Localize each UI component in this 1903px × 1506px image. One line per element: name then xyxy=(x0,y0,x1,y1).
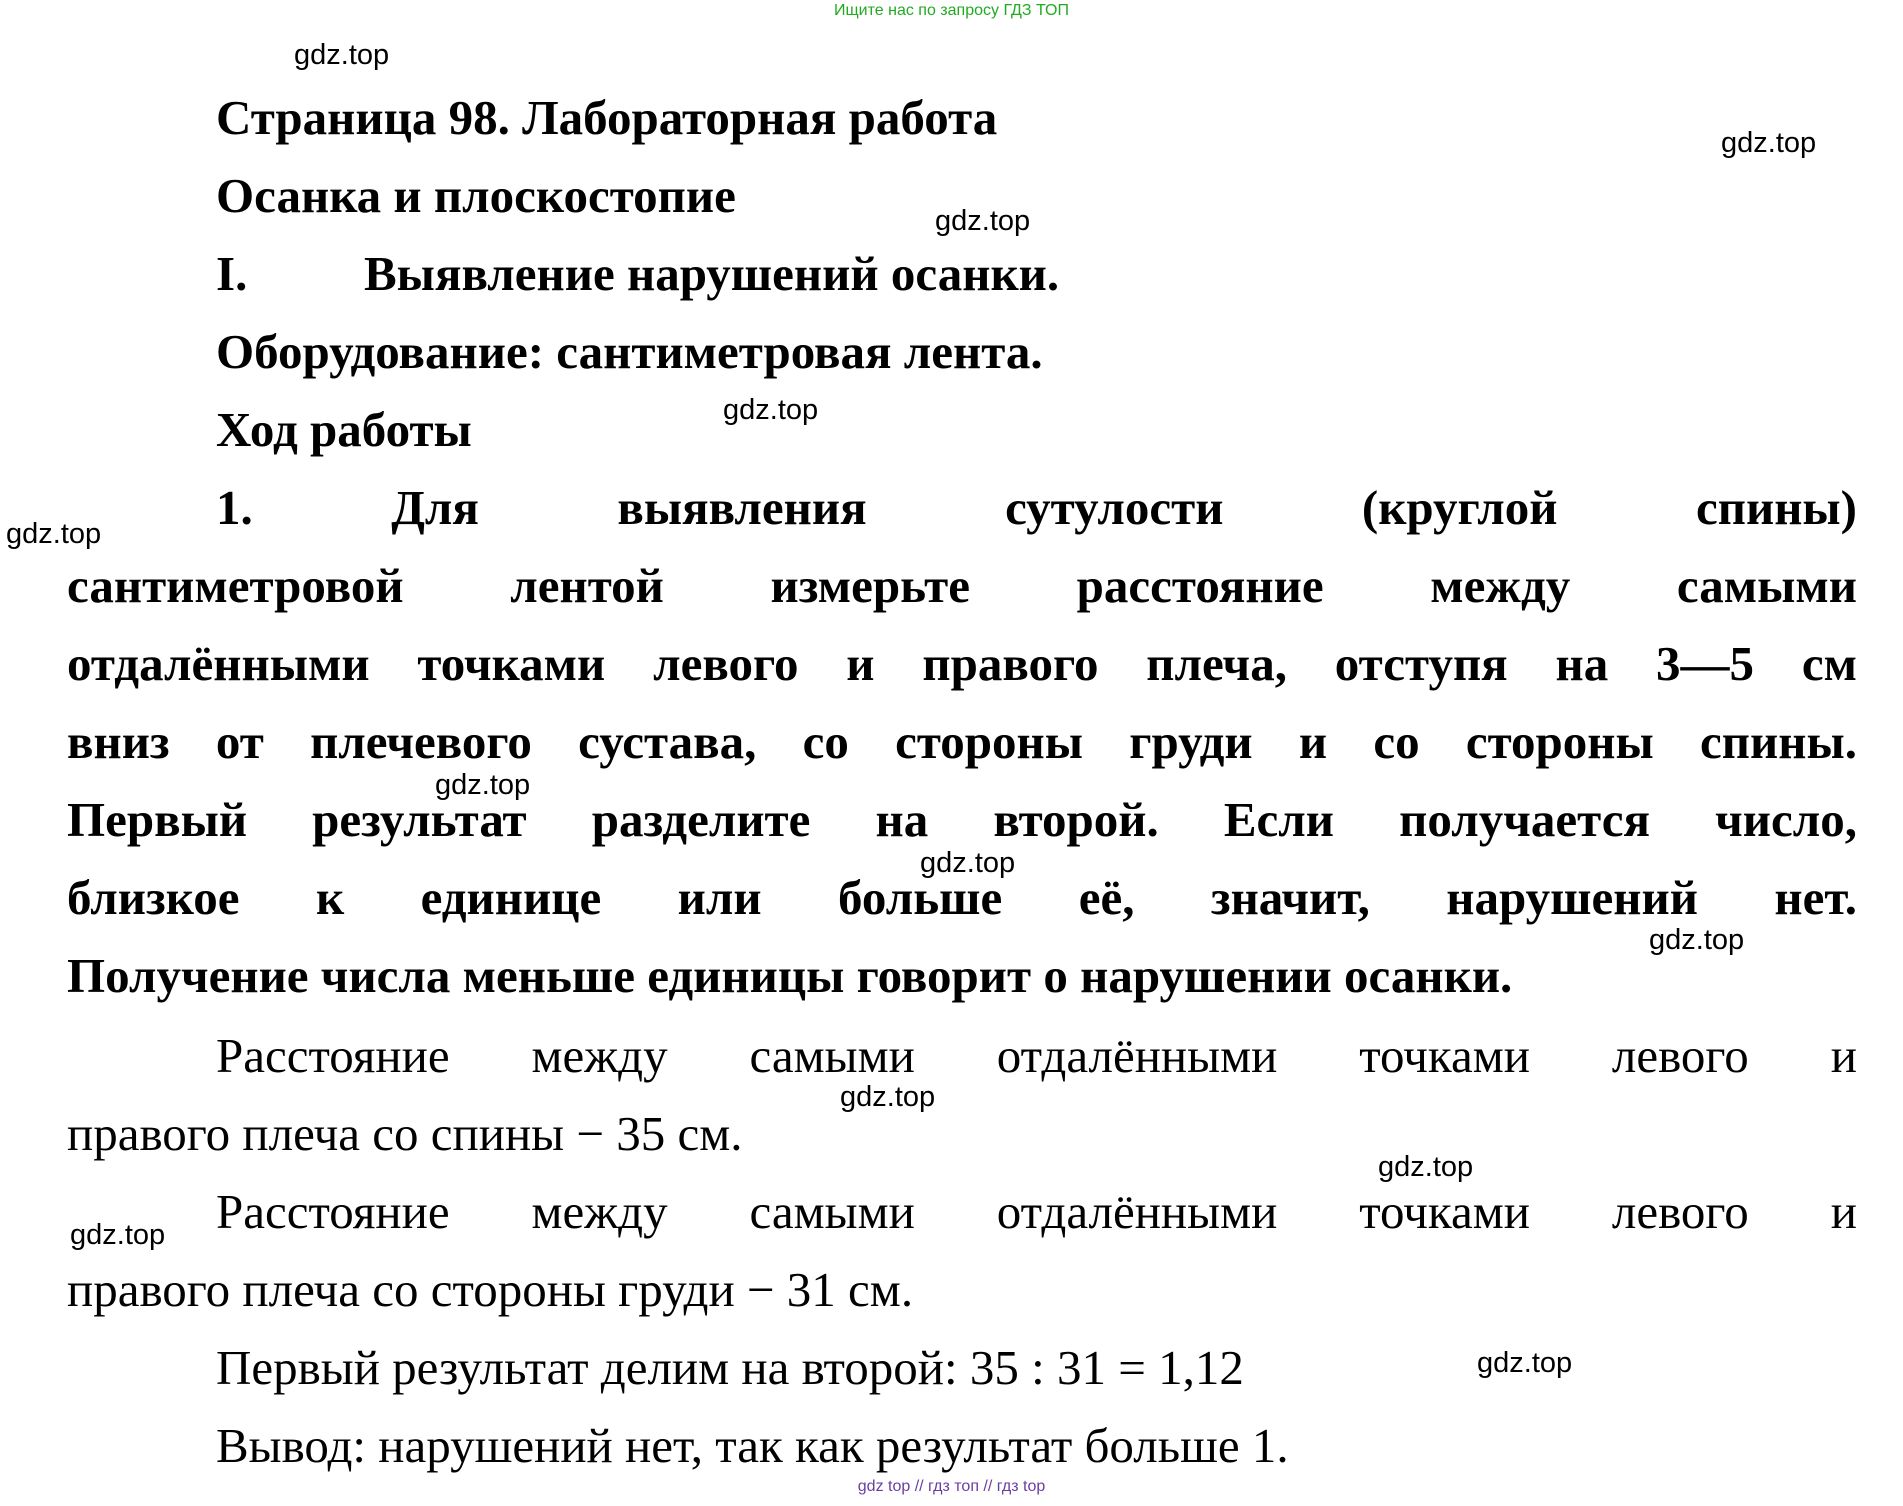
watermark: gdz.top xyxy=(1378,1151,1474,1183)
watermark: gdz.top xyxy=(935,205,1031,237)
watermark: gdz.top xyxy=(435,769,531,801)
watermark: gdz.top xyxy=(840,1081,936,1113)
answer-conclusion: Вывод: нарушений нет, так как результат больше 1. xyxy=(216,1418,1289,1473)
page-title: Страница 98. Лабораторная работа xyxy=(216,90,998,145)
task-line: близкое к единице или больше её, значит, нарушений нет. xyxy=(67,870,1857,925)
answer-back-line: Расстояние между самыми отдалёнными точками левого и xyxy=(216,1028,1857,1083)
section-numeral: I. xyxy=(216,246,248,301)
watermark: gdz.top xyxy=(70,1219,166,1251)
footer-links: gdz top // гдз топ // гдз top xyxy=(857,1478,1046,1495)
procedure-heading: Ход работы xyxy=(216,402,472,457)
equipment: Оборудование: сантиметровая лента. xyxy=(216,324,1043,379)
answer-calculation: Первый результат делим на второй: 35 : 31 = 1,12 xyxy=(216,1340,1244,1395)
watermark: gdz.top xyxy=(294,39,390,71)
watermark: gdz.top xyxy=(920,847,1016,879)
watermark: gdz.top xyxy=(6,518,102,550)
top-banner: Ищите нас по запросу ГДЗ ТОП xyxy=(834,2,1069,19)
section-heading xyxy=(216,242,1059,306)
task-line: вниз от плечевого сустава, со стороны груди и со стороны спины. xyxy=(67,714,1857,769)
task-line: 1. Для выявления сутулости (круглой спины) xyxy=(216,480,1857,535)
answer-chest-line: Расстояние между самыми отдалёнными точками левого и xyxy=(216,1184,1857,1239)
watermark: gdz.top xyxy=(1649,924,1745,956)
task-line: сантиметровой лентой измерьте расстояние между самыми xyxy=(67,558,1857,613)
watermark: gdz.top xyxy=(1477,1347,1573,1379)
task-line: Получение числа меньше единицы говорит о нарушении осанки. xyxy=(67,948,1513,1003)
answer-back-line: правого плеча со спины − 35 см. xyxy=(67,1106,743,1161)
section-heading-text: Выявление нарушений осанки. xyxy=(364,246,1060,301)
watermark: gdz.top xyxy=(1721,127,1817,159)
page-subtitle: Осанка и плоскостопие xyxy=(216,168,736,223)
watermark: gdz.top xyxy=(723,394,819,426)
task-line: Первый результат разделите на второй. Если получается число, xyxy=(67,792,1857,847)
task-line: отдалёнными точками левого и правого плеча, отступя на 3—5 см xyxy=(67,636,1857,691)
answer-chest-line: правого плеча со стороны груди − 31 см. xyxy=(67,1262,914,1317)
